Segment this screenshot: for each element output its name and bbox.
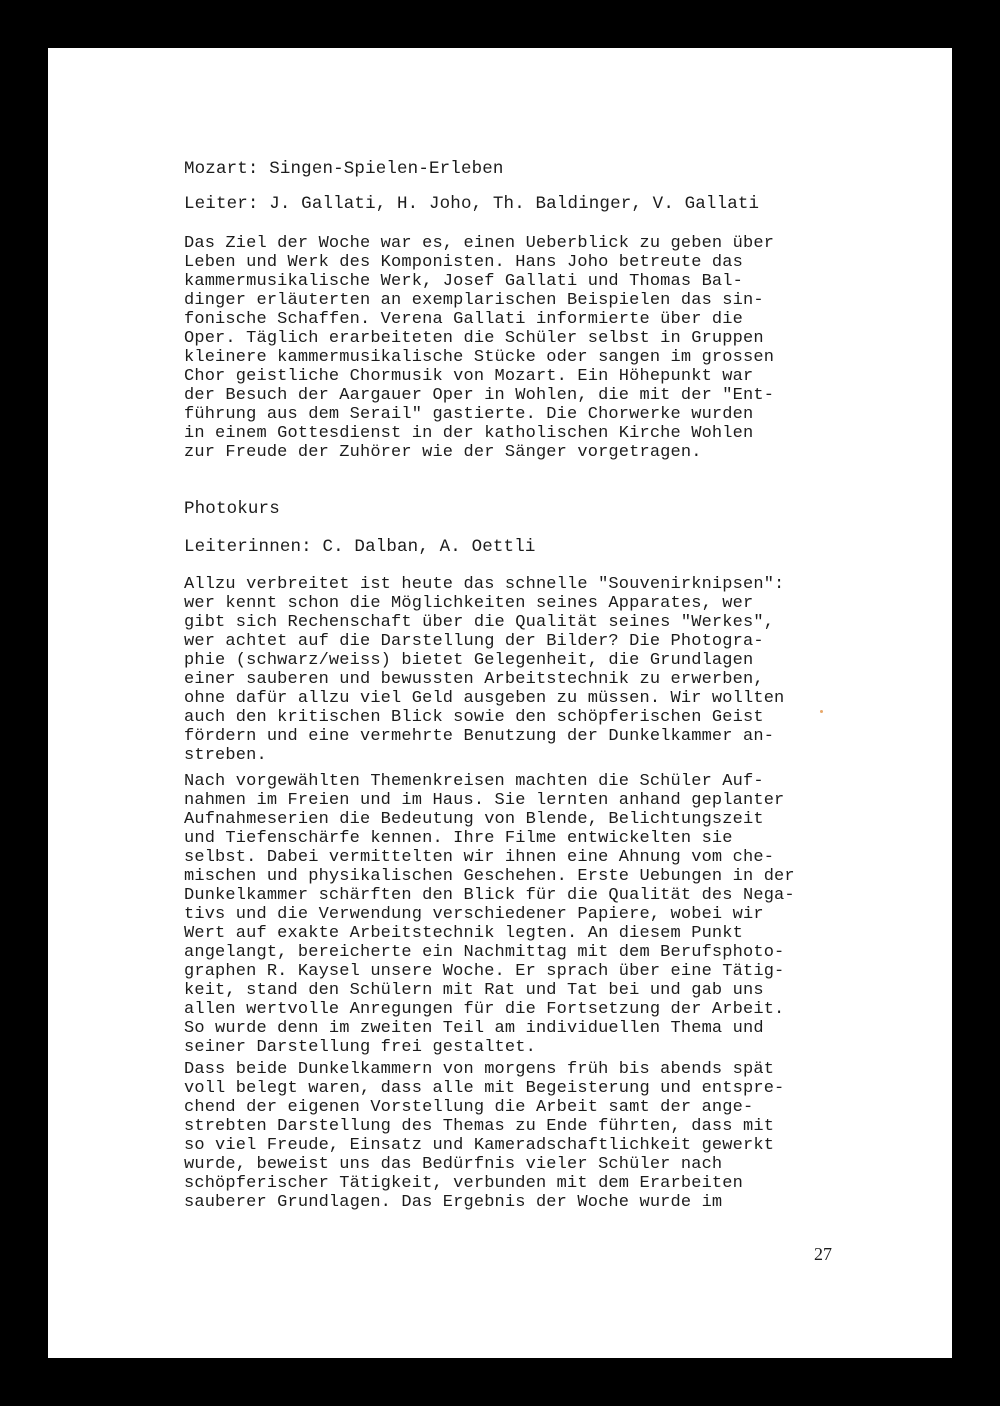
- paragraph-line: führung aus dem Serail" gastierte. Die Chorwerke wurden: [184, 405, 754, 424]
- paragraph-line: gibt sich Rechenschaft über die Qualität seines "Werkes",: [184, 613, 775, 632]
- paragraph-line: und Tiefenschärfe kennen. Ihre Filme entwickelten sie: [184, 829, 733, 848]
- paragraph-line: streben.: [184, 746, 267, 765]
- paragraph-line: selbst. Dabei vermittelten wir ihnen eine Ahnung vom che-: [184, 848, 775, 867]
- paragraph-line: fonische Schaffen. Verena Gallati informierte über die: [184, 310, 743, 329]
- paragraph-line: sauberer Grundlagen. Das Ergebnis der Woche wurde im: [184, 1193, 723, 1212]
- paragraph-line: So wurde denn im zweiten Teil am individuellen Thema und: [184, 1019, 764, 1038]
- paragraph-line: ohne dafür allzu viel Geld ausgeben zu müssen. Wir wollten: [184, 689, 785, 708]
- paragraph-line: kammermusikalische Werk, Josef Gallati und Thomas Bal-: [184, 272, 743, 291]
- paragraph-line: Dass beide Dunkelkammern von morgens früh bis abends spät: [184, 1060, 775, 1079]
- section-title-photokurs: Photokurs: [184, 499, 280, 519]
- paragraph-line: allen wertvolle Anregungen für die Fortsetzung der Arbeit.: [184, 1000, 785, 1019]
- paragraph-line: seiner Darstellung frei gestaltet.: [184, 1038, 536, 1057]
- paragraph-line: tivs und die Verwendung verschiedener Papiere, wobei wir: [184, 905, 764, 924]
- paragraph-line: angelangt, bereicherte ein Nachmittag mit dem Berufsphoto-: [184, 943, 785, 962]
- paragraph-line: Wert auf exakte Arbeitstechnik legten. An diesem Punkt: [184, 924, 743, 943]
- paragraph-line: Aufnahmeserien die Bedeutung von Blende, Belichtungszeit: [184, 810, 764, 829]
- paragraph-line: keit, stand den Schülern mit Rat und Tat bei und gab uns: [184, 981, 764, 1000]
- paragraph-line: Das Ziel der Woche war es, einen Ueberblick zu geben über: [184, 234, 775, 253]
- paragraph-line: fördern und eine vermehrte Benutzung der Dunkelkammer an-: [184, 727, 775, 746]
- paragraph-line: auch den kritischen Blick sowie den schöpferischen Geist: [184, 708, 764, 727]
- section-title-mozart: Mozart: Singen-Spielen-Erleben: [184, 159, 504, 179]
- paragraph-line: Allzu verbreitet ist heute das schnelle "Souvenirknipsen":: [184, 575, 785, 594]
- paragraph-line: so viel Freude, Einsatz und Kameradschaftlichkeit gewerkt: [184, 1136, 775, 1155]
- paragraph-line: wurde, beweist uns das Bedürfnis vieler Schüler nach: [184, 1155, 723, 1174]
- paragraph-line: Oper. Täglich erarbeiteten die Schüler selbst in Gruppen: [184, 329, 764, 348]
- page-number: 27: [814, 1244, 832, 1264]
- paragraph-line: nahmen im Freien und im Haus. Sie lernten anhand geplanter: [184, 791, 785, 810]
- paragraph-line: dinger erläuterten an exemplarischen Beispielen das sin-: [184, 291, 764, 310]
- paragraph-line: einer sauberen und bewussten Arbeitstechnik zu erwerben,: [184, 670, 764, 689]
- paragraph-line: zur Freude der Zuhörer wie der Sänger vorgetragen.: [184, 443, 702, 462]
- paragraph-line: mischen und physikalischen Geschehen. Erste Uebungen in der: [184, 867, 795, 886]
- paragraph-line: chend der eigenen Vorstellung die Arbeit samt der ange-: [184, 1098, 754, 1117]
- paragraph-line: wer kennt schon die Möglichkeiten seines Apparates, wer: [184, 594, 754, 613]
- document-page: [48, 48, 952, 1358]
- paragraph-line: Leben und Werk des Komponisten. Hans Joho betreute das: [184, 253, 743, 272]
- paragraph-line: der Besuch der Aargauer Oper in Wohlen, die mit der "Ent-: [184, 386, 775, 405]
- paragraph-line: phie (schwarz/weiss) bietet Gelegenheit, die Grundlagen: [184, 651, 754, 670]
- paragraph-line: in einem Gottesdienst in der katholischen Kirche Wohlen: [184, 424, 754, 443]
- section-leaders-photokurs: Leiterinnen: C. Dalban, A. Oettli: [184, 537, 536, 557]
- paragraph-line: voll belegt waren, dass alle mit Begeisterung und entspre-: [184, 1079, 785, 1098]
- paragraph-line: Nach vorgewählten Themenkreisen machten die Schüler Auf-: [184, 772, 764, 791]
- paragraph-line: schöpferischer Tätigkeit, verbunden mit dem Erarbeiten: [184, 1174, 743, 1193]
- paragraph-line: Chor geistliche Chormusik von Mozart. Ein Höhepunkt war: [184, 367, 754, 386]
- paragraph-line: Dunkelkammer schärften den Blick für die Qualität des Nega-: [184, 886, 795, 905]
- section-leaders-mozart: Leiter: J. Gallati, H. Joho, Th. Baldinger, V. Gallati: [184, 194, 760, 214]
- paragraph-line: kleinere kammermusikalische Stücke oder sangen im grossen: [184, 348, 775, 367]
- paragraph-line: graphen R. Kaysel unsere Woche. Er sprach über eine Tätig-: [184, 962, 785, 981]
- paragraph-line: wer achtet auf die Darstellung der Bilder? Die Photogra-: [184, 632, 764, 651]
- paragraph-line: strebten Darstellung des Themas zu Ende führten, dass mit: [184, 1117, 775, 1136]
- paper-speck: [820, 710, 823, 713]
